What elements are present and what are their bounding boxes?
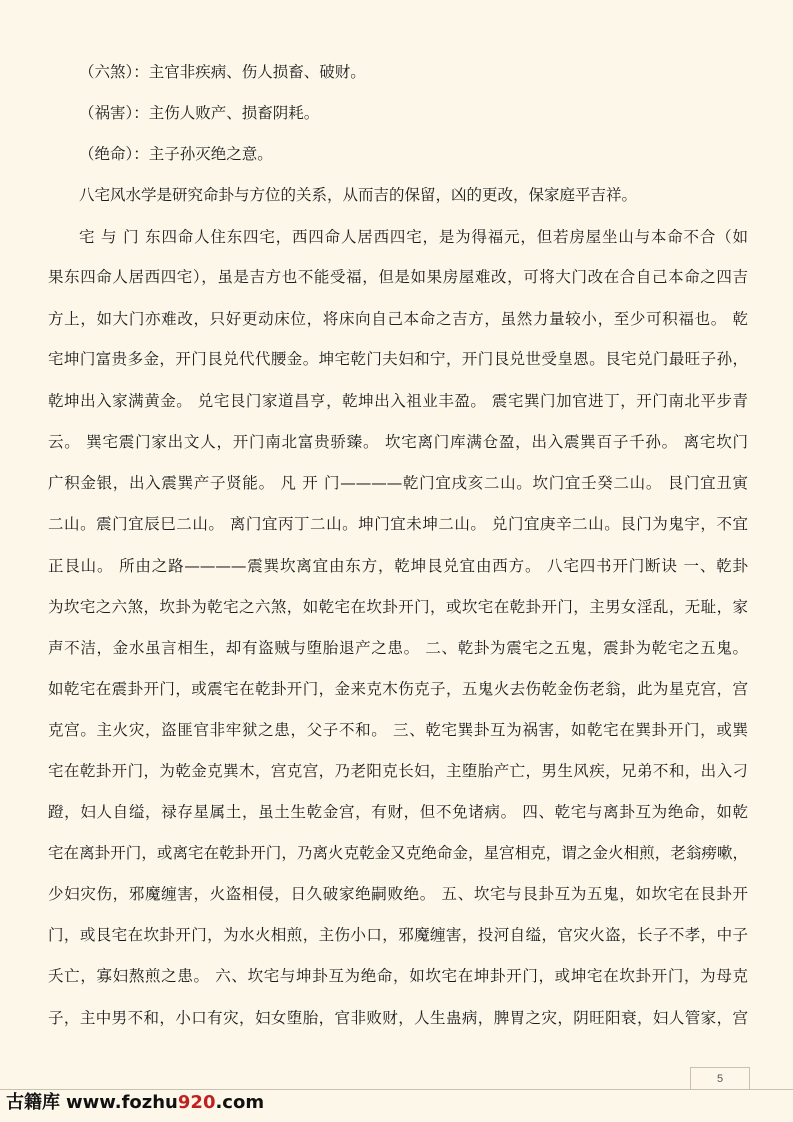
text-line: 如乾宅在震卦开门，或震宅在乾卦开门，金来克木伤克子，五鬼火去伤乾金伤老翁，此为星克宫，宫 <box>48 680 748 698</box>
text-line: 宅在乾卦开门，为乾金克巽木，宫克宫，乃老阳克长妇，主堕胎产亡，男生风疾，兄弟不和，出入刁 <box>48 762 748 780</box>
text-line: 门，或艮宅在坎卦开门，为水火相煎，主伤小口，邪魔缠害，投河自缢，官灾火盗，长子不孝，中子 <box>48 926 748 944</box>
text-line: （绝命）：主子孙灭绝之意。 <box>79 145 273 163</box>
text-line: 宅 与 门 东四命人住东四宅，西四命人居西四宅，是为得福元，但若房屋坐山与本命不合（如 <box>79 228 748 246</box>
text-line: 八宅风水学是研究命卦与方位的关系，从而吉的保留，凶的更改，保家庭平吉祥。 <box>79 186 638 204</box>
page-number: 5 <box>690 1067 750 1090</box>
text-line: 乾坤出入家满黄金。 兑宅艮门家道昌亨，乾坤出入祖业丰盈。 震宅巽门加官进丁，开门南北平步青 <box>48 392 748 410</box>
watermark-url-suffix: .com <box>215 1092 265 1113</box>
watermark-url-number: 920 <box>177 1092 216 1113</box>
text-line: 方上，如大门亦难改，只好更动床位，将床向自己本命之吉方，虽然力量较小，至少可积福也。 乾 <box>48 310 748 328</box>
text-line: （祸害）：主伤人败产、损畜阴耗。 <box>79 104 320 122</box>
text-line: 宅在离卦开门，或离宅在乾卦开门，乃离火克乾金又克绝命金，星宫相克，谓之金火相煎，老翁痨嗽， <box>48 844 748 862</box>
watermark-url-prefix: www.fozhu <box>66 1092 178 1113</box>
text-line: 克宫。主火灾，盗匪官非牢狱之患，父子不和。 三、乾宅巽卦互为祸害，如乾宅在巽卦开门，或巽 <box>48 721 748 739</box>
text-line: 声不洁，金水虽言相生，却有盗贼与堕胎退产之患。 二、乾卦为震宅之五鬼，震卦为乾宅之五鬼。 <box>48 639 748 657</box>
text-line: 云。 巽宅震门家出文人，开门南北富贵骄臻。 坎宅离门库满仓盈，出入震巽百子千孙。 离宅坎门 <box>48 433 748 451</box>
text-line: 少妇灾伤，邪魔缠害，火盗相侵，日久破家绝嗣败绝。 五、坎宅与艮卦互为五鬼，如坎宅在艮卦开 <box>48 885 748 903</box>
text-line: 广积金银，出入震巽产子贤能。 凡 开 门————乾门宜戌亥二山。坎门宜壬癸二山。 艮门宜丑寅 <box>48 474 748 492</box>
text-line: 为坎宅之六煞，坎卦为乾宅之六煞，如乾宅在坎卦开门，或坎宅在乾卦开门，主男女淫乱，无耻，家 <box>48 598 748 616</box>
text-line: 二山。震门宜辰巳二山。 离门宜丙丁二山。坤门宜未坤二山。 兑门宜庚辛二山。艮门为鬼宇，不宜 <box>48 515 748 533</box>
text-line: （六煞）：主官非疾病、伤人损畜、破财。 <box>79 63 366 81</box>
text-line: 正艮山。 所由之路————震巽坎离宜由东方，乾坤艮兑宜由西方。 八宅四书开门断诀 一、乾卦 <box>48 557 748 575</box>
watermark-url <box>66 1092 264 1113</box>
text-line: 宅坤门富贵多金，开门艮兑代代腰金。坤宅乾门夫妇和宁，开门艮兑世受皇恩。艮宅兑门最旺子孙， <box>48 350 748 368</box>
text-line: 夭亡，寡妇熬煎之患。 六、坎宅与坤卦互为绝命，如坎宅在坤卦开门，或坤宅在坎卦开门，为母克 <box>48 967 748 985</box>
text-line: 蹬，妇人自缢，禄存星属土，虽土生乾金宫，有财，但不免诸病。 四、乾宅与离卦互为绝命，如乾 <box>48 803 748 821</box>
watermark-title: 古籍库 <box>6 1092 60 1113</box>
site-watermark <box>6 1090 264 1116</box>
text-line: 果东四命人居西四宅），虽是吉方也不能受福，但是如果房屋难改，可将大门改在合自己本命之四吉 <box>48 268 748 286</box>
text-line: 子，主中男不和，小口有灾，妇女堕胎，官非败财，人生蛊病，脾胃之灾，阴旺阳衰，妇人管家，宫 <box>48 1009 748 1027</box>
